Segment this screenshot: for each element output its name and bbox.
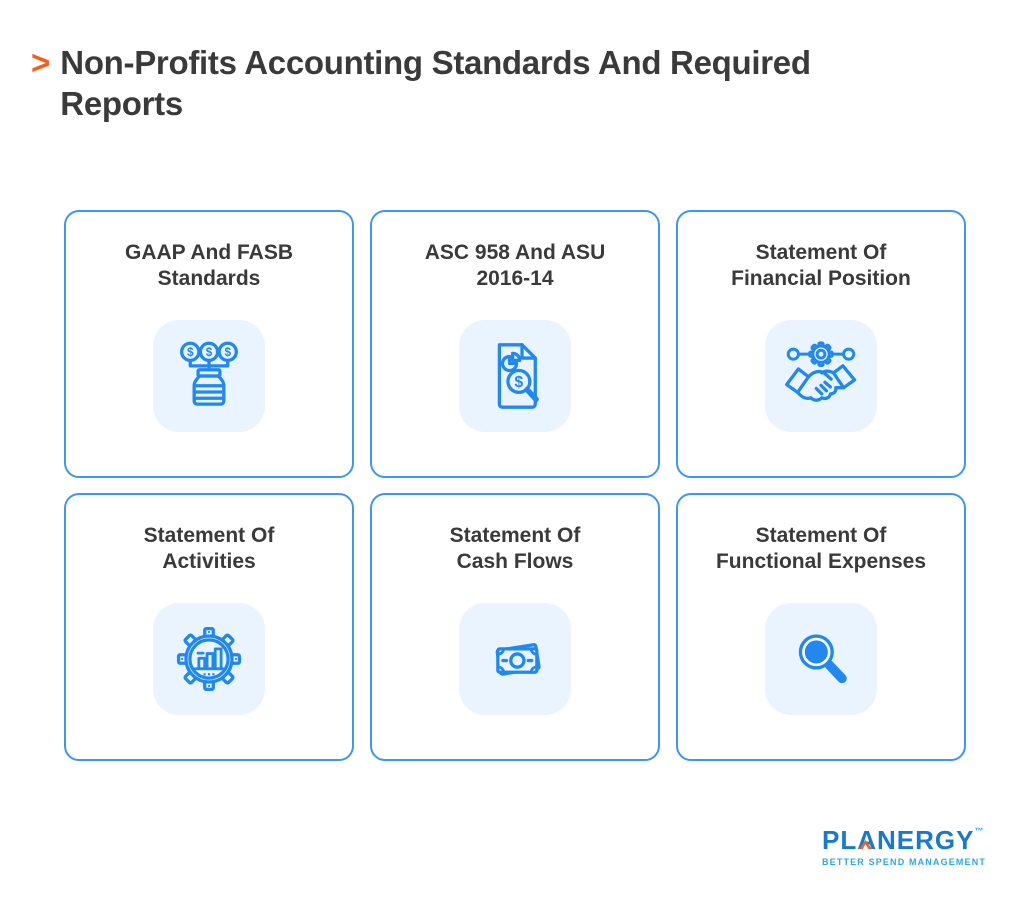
orange-chevron-icon: > (31, 44, 51, 81)
standards-card-grid (64, 210, 966, 761)
financial-report-audit-icon (476, 337, 554, 415)
svg-text:$: $ (224, 346, 231, 360)
card-title: ASC 958 And ASU 2016-14 (424, 241, 606, 290)
planergy-logo (822, 827, 986, 867)
card-title: GAAP And FASB Standards (124, 241, 293, 290)
page-title-line2: Reports (60, 85, 183, 122)
icon-tile (459, 320, 571, 432)
banknotes-icon (476, 620, 554, 698)
trademark-symbol: ™ (974, 826, 984, 836)
icon-tile (459, 603, 571, 715)
icon-tile (765, 320, 877, 432)
planergy-wordmark: PLANERGY (822, 825, 975, 855)
card-title: Statement Of Cash Flows (449, 524, 581, 573)
card-statement-of-cash-flows (370, 493, 660, 761)
icon-tile (765, 603, 877, 715)
card-title: Statement Of Functional Expenses (715, 524, 927, 573)
card-asc-958-asu-2016-14 (370, 210, 660, 478)
card-gaap-fasb-standards (64, 210, 354, 478)
card-title: Statement Of Activities (143, 524, 275, 573)
svg-text:$: $ (514, 373, 524, 391)
page-title-line1: Non-Profits Accounting Standards And Required (60, 44, 811, 81)
brand-tagline: BETTER SPEND MANAGEMENT (822, 857, 986, 867)
svg-text:$: $ (811, 642, 822, 663)
magnifier-dollar-icon (782, 620, 860, 698)
card-statement-of-activities (64, 493, 354, 761)
handshake-gear-icon (782, 337, 860, 415)
svg-text:$: $ (205, 346, 213, 360)
page-title (60, 42, 810, 124)
icon-tile (153, 320, 265, 432)
icon-tile (153, 603, 265, 715)
svg-text:$: $ (187, 346, 194, 360)
card-statement-of-functional-expenses (676, 493, 966, 761)
gear-bar-chart-icon (170, 620, 248, 698)
card-statement-of-financial-position (676, 210, 966, 478)
card-title: Statement Of Financial Position (731, 241, 911, 290)
page-header (31, 42, 961, 124)
dollar-funds-jar-icon (170, 337, 248, 415)
